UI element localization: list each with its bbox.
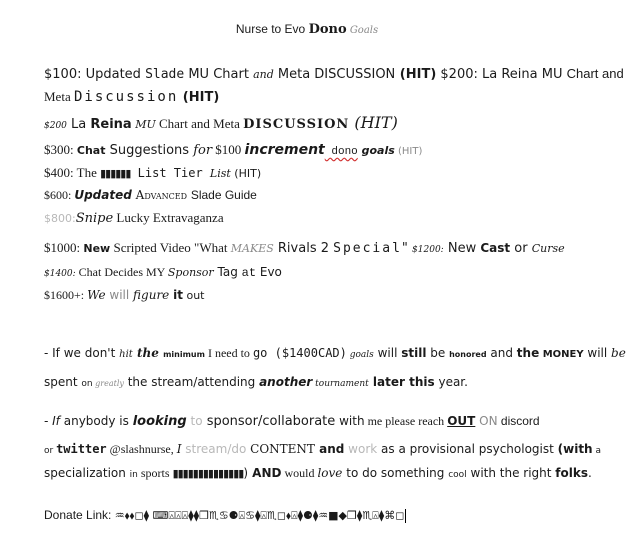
goal-800: $800:Snipe Lucky Extravaganza <box>44 210 224 226</box>
note-minimum-cont: spent on greatly the stream/attending another tournament later this year. <box>44 375 468 389</box>
text-cursor <box>405 509 406 523</box>
note-specialization: specialization in sports ▮▮▮▮▮▮▮▮▮▮▮▮▮▮) AND would love to do something cool with the right folks. <box>44 466 592 480</box>
donate-line: Donate Link: ♒︎⬧︎⬧︎◻︎⧫︎ ⌨︎⍓︎⍓︎⍓︎⧫︎⧫︎❒︎♏︎♋︎⚈︎⍓︎♋︎⧫︎⍓︎♏︎◻︎⬧︎⍓︎⧫︎⚈︎⧫︎♒︎■︎◆︎❒︎⧫︎♏︎⍓︎⧫︎⌘︎◻︎ <box>44 508 405 522</box>
goal-300: $300: Chat Suggestions for $100 increment dono goals (HIT) <box>44 142 423 158</box>
goal-100: $100: Updated Slade MU Chart and Meta DISCUSSION (HIT) $200: La Reina MU Chart and <box>44 66 624 82</box>
page-title: Nurse to Evo Dono Goals <box>235 22 379 37</box>
goal-100-cont: Meta Discussion (HIT) <box>44 89 220 105</box>
note-sponsor: - If anybody is looking to sponsor/collaborate with me please reach OUT ON discord <box>44 414 540 429</box>
goal-1600: $1600+: We will figure it out <box>44 288 205 302</box>
note-contact: or twitter @slashnurse, I stream/do CONTENT and work as a provisional psychologist (with a <box>44 442 601 456</box>
goal-600: $600: Updated Advanced Slade Guide <box>44 188 257 202</box>
goal-1400: $1400: Chat Decides MY Sponsor Tag at Evo <box>44 265 282 280</box>
donate-link[interactable]: ♒︎⬧︎⬧︎◻︎⧫︎ ⌨︎⍓︎⍓︎⍓︎⧫︎⧫︎❒︎♏︎♋︎⚈︎⍓︎♋︎⧫︎⍓︎♏︎◻︎⬧︎⍓︎⧫︎⚈︎⧫︎♒︎■︎◆︎❒︎⧫︎♏︎⍓︎⧫︎⌘︎◻︎ <box>114 509 405 522</box>
note-minimum: - If we don't hit the minimum I need to go ($1400CAD) goals will still be honored and the MONEY will be <box>44 346 626 360</box>
goal-400: $400: The ▮▮▮▮▮▮ List Tier List (HIT) <box>44 165 262 180</box>
goal-200: $200 La Reina MU Chart and Meta DISCUSSION (HIT) <box>44 113 398 132</box>
goal-1000: $1000: New Scripted Video "What MAKES Rivals 2 Special" $1200: New Cast or Curse <box>44 240 565 256</box>
